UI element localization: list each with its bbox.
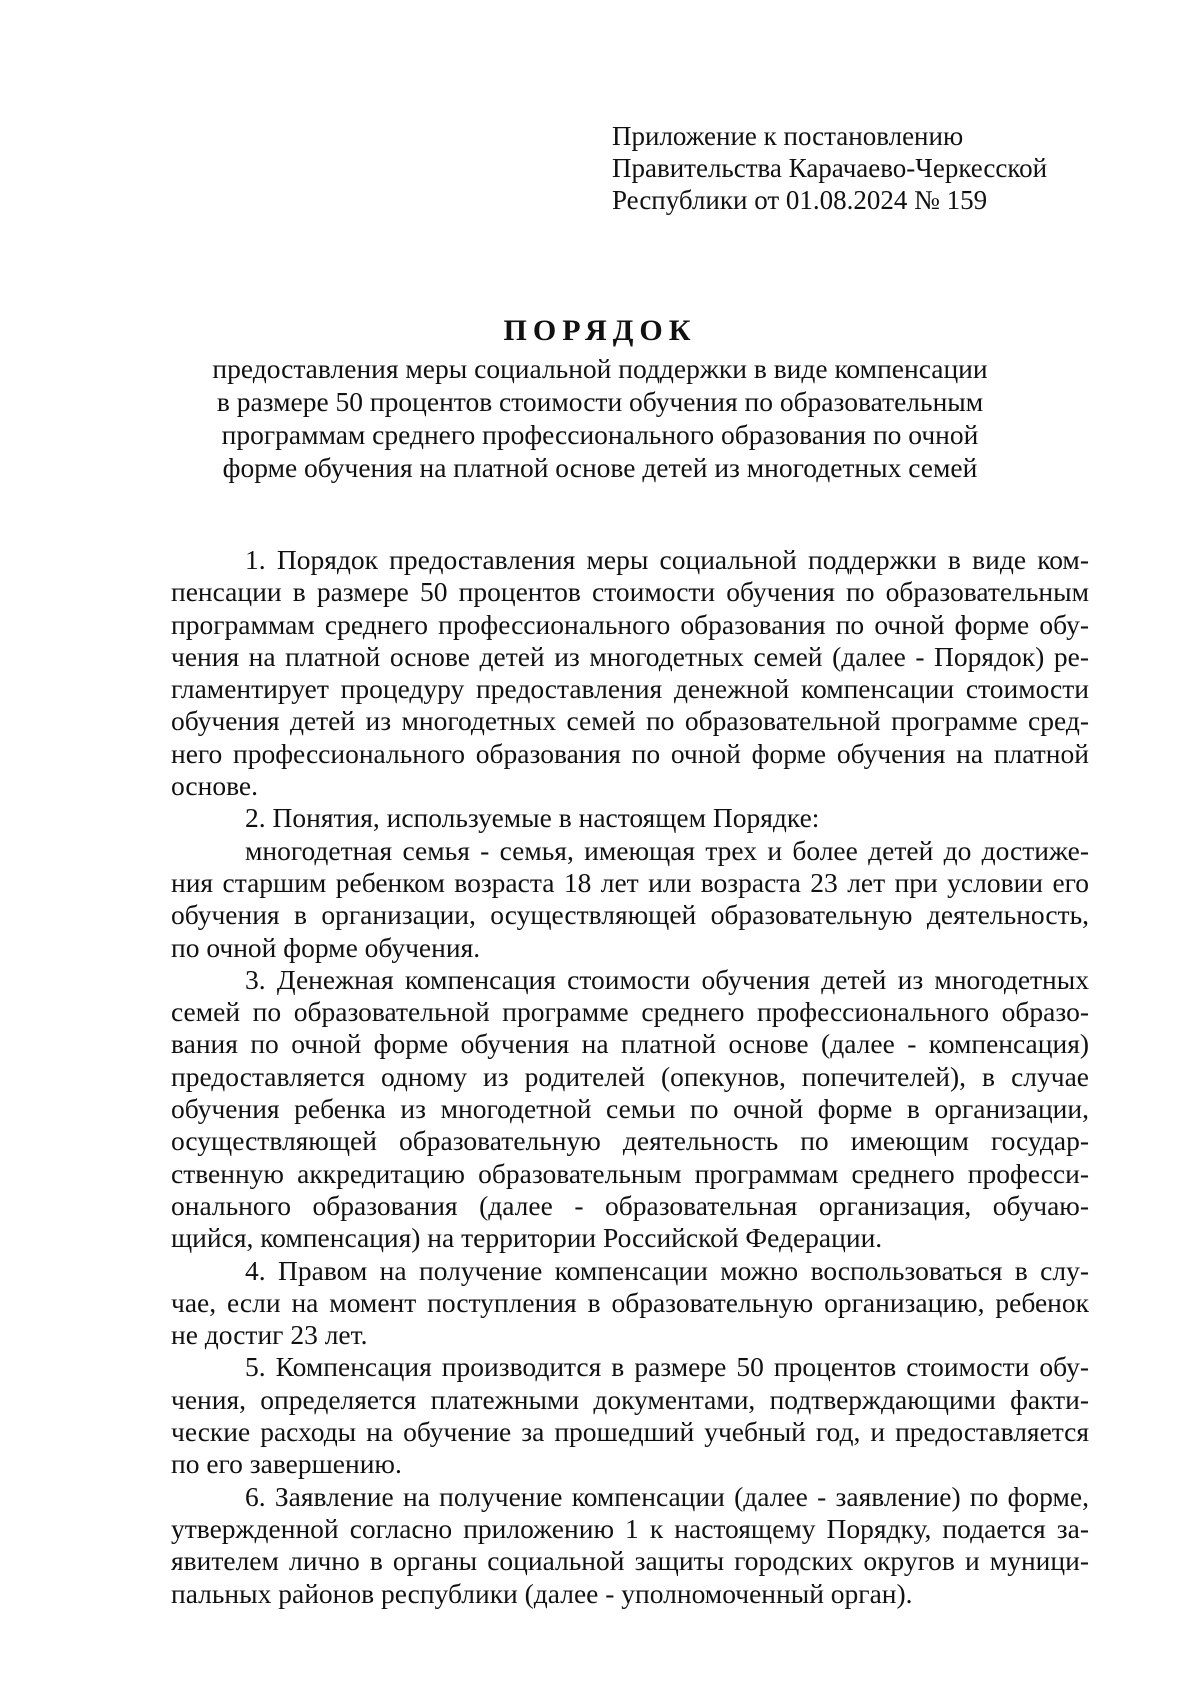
subtitle-line: в размере 50 процентов стоимости обучения по образовательным	[216, 386, 984, 417]
text-line: не достиг 23 лет.	[171, 1319, 368, 1351]
paragraph-2	[171, 802, 1089, 834]
paragraph-5	[171, 1351, 1089, 1480]
subtitle-line: форме обучения на платной основе детей из многодетных семей	[222, 452, 978, 483]
text-line: 3. Денежная компенсация стоимости обучения детей из многодетных	[245, 963, 1089, 995]
text-line: осуществляющей образовательную деятельность по имеющим государ-	[171, 1125, 1089, 1157]
text-line: чения, определяется платежными документами, подтверждающими факти-	[171, 1383, 1089, 1415]
document-subtitle	[150, 352, 1050, 484]
text-line: обучения в организации, осуществляющей образовательную деятельность,	[171, 899, 1089, 931]
text-line: по его завершению.	[171, 1448, 402, 1480]
paragraph-6	[171, 1481, 1089, 1610]
text-line: ния старшим ребенком возраста 18 лет или возраста 23 лет при условии его	[171, 866, 1089, 898]
attachment-line: Республики от 01.08.2024 № 159	[612, 185, 988, 215]
text-line: 6. Заявление на получение компенсации (далее - заявление) по форме,	[245, 1480, 1089, 1512]
text-line: утвержденной согласно приложению 1 к настоящему Порядку, подается за-	[171, 1512, 1089, 1544]
text-line: чения на платной основе детей из многодетных семей (далее - Порядок) ре-	[171, 640, 1089, 672]
text-line: ческие расходы на обучение за прошедший учебный год, и предоставляется	[171, 1416, 1089, 1448]
text-line: пенсации в размере 50 процентов стоимости обучения по образовательным	[171, 576, 1089, 608]
text-line: основе.	[171, 770, 259, 802]
subtitle-line: программам среднего профессионального образования по очной	[221, 419, 979, 450]
text-line: 2. Понятия, используемые в настоящем Порядке:	[245, 802, 820, 834]
text-line: онального образования (далее - образовательная организация, обучаю-	[171, 1189, 1089, 1221]
text-line: него профессионального образования по очной форме обучения на платной	[171, 737, 1089, 769]
text-line: обучения ребенка из многодетной семьи по очной форме в организации,	[171, 1093, 1089, 1125]
text-line: 5. Компенсация производится в размере 50 процентов стоимости обу-	[245, 1351, 1089, 1383]
paragraph-4	[171, 1255, 1089, 1352]
paragraph-definition	[171, 835, 1089, 964]
text-line: обучения детей из многодетных семей по образовательной программе сред-	[171, 705, 1089, 737]
subtitle-line: предоставления меры социальной поддержки в виде компенсации	[212, 353, 988, 384]
attachment-note	[612, 120, 1047, 216]
document-title: ПОРЯДОК	[503, 314, 697, 347]
attachment-line: Приложение к постановлению	[612, 121, 964, 151]
text-line: чае, если на момент поступления в образовательную организацию, ребенок	[171, 1286, 1089, 1318]
text-line: многодетная семья - семья, имеющая трех и более детей до достиже-	[245, 834, 1089, 866]
text-line: предоставляется одному из родителей (опекунов, попечителей), в случае	[171, 1060, 1089, 1092]
text-line: щийся, компенсация) на территории Российской Федерации.	[171, 1222, 883, 1254]
paragraph-3	[171, 964, 1089, 1255]
paragraph-1	[171, 544, 1089, 802]
text-line: вания по очной форме обучения на платной основе (далее - компенсация)	[171, 1028, 1089, 1060]
attachment-line: Правительства Карачаево-Черкесской	[612, 153, 1048, 183]
text-line: явителем лично в органы социальной защиты городских округов и муници-	[171, 1545, 1089, 1577]
text-line: 1. Порядок предоставления меры социальной поддержки в виде ком-	[245, 544, 1089, 575]
text-line: 4. Правом на получение компенсации можно воспользоваться в слу-	[245, 1254, 1089, 1286]
text-line: по очной форме обучения.	[171, 931, 481, 963]
text-line: пальных районов республики (далее - уполномоченный орган).	[171, 1577, 913, 1609]
text-line: гламентирует процедуру предоставления денежной компенсации стоимости	[171, 673, 1089, 705]
text-line: ственную аккредитацию образовательным программам среднего професси-	[171, 1157, 1089, 1189]
text-line: программам среднего профессионального образования по очной форме обу-	[171, 608, 1089, 640]
document-body	[171, 544, 1089, 1610]
text-line: семей по образовательной программе среднего профессионального образо-	[171, 996, 1089, 1028]
